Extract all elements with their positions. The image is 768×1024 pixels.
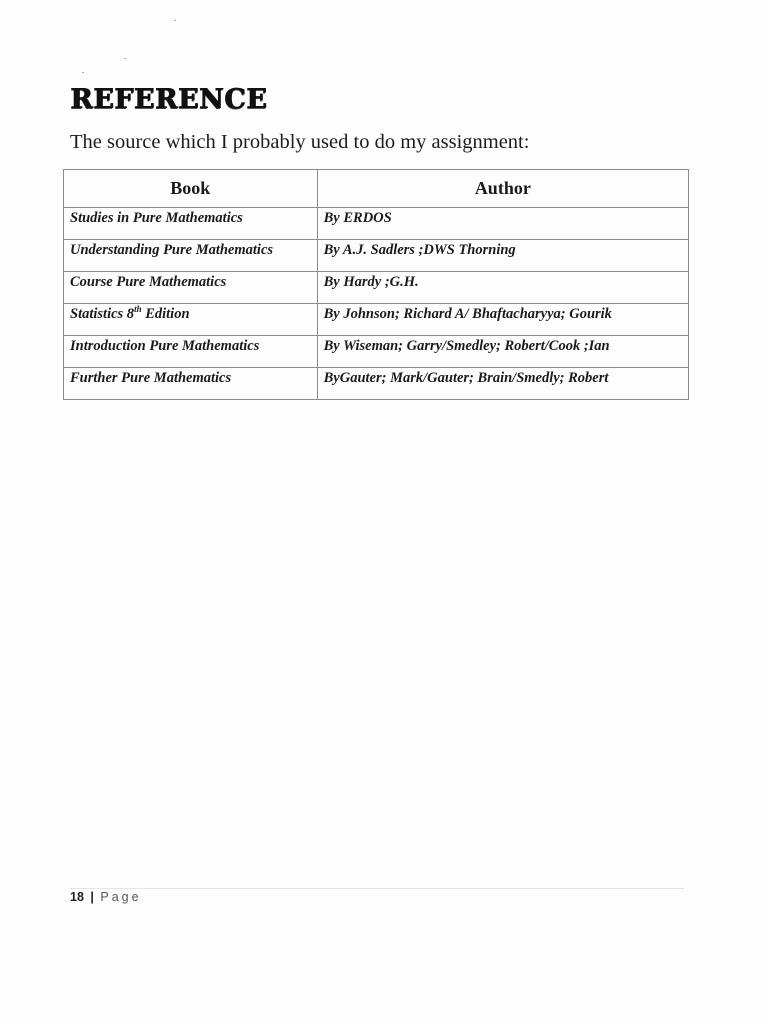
book-cell	[64, 304, 318, 336]
footer-separator: |	[90, 890, 94, 904]
table-row	[64, 208, 689, 240]
table-row	[64, 240, 689, 272]
page-title: REFERENCE	[70, 84, 268, 115]
page-number: 18	[70, 890, 84, 904]
book-cell: Introduction Pure Mathematics	[64, 336, 318, 368]
footer-divider	[70, 888, 684, 889]
book-cell: Course Pure Mathematics	[64, 272, 318, 304]
column-header-book: Book	[64, 170, 318, 208]
intro-text: The source which I probably used to do my assignment:	[70, 131, 530, 153]
table-row	[64, 368, 689, 400]
scan-speck	[82, 72, 84, 73]
author-cell: By ERDOS	[317, 208, 688, 240]
author-cell: By Hardy ;G.H.	[317, 272, 688, 304]
book-cell: Understanding Pure Mathematics	[64, 240, 318, 272]
book-title-part: Statistics 8	[70, 306, 135, 322]
book-cell: Further Pure Mathematics	[64, 368, 318, 400]
book-title-part: Edition	[141, 306, 190, 322]
scan-speck	[124, 58, 126, 59]
author-cell: By Johnson; Richard A/ Bhaftacharyya; Gourik	[317, 304, 688, 336]
column-header-author: Author	[317, 170, 688, 208]
scan-speck	[174, 20, 176, 21]
page-footer	[70, 890, 142, 904]
table-row	[64, 336, 689, 368]
table-header-row	[64, 170, 689, 208]
table-row	[64, 272, 689, 304]
book-cell: Studies in Pure Mathematics	[64, 208, 318, 240]
table-row	[64, 304, 689, 336]
ordinal-suffix: th	[134, 304, 142, 315]
page-label: Page	[100, 890, 142, 904]
author-cell: ByGauter; Mark/Gauter; Brain/Smedly; Robert	[317, 368, 688, 400]
author-cell: By Wiseman; Garry/Smedley; Robert/Cook ;Ian	[317, 336, 688, 368]
author-cell: By A.J. Sadlers ;DWS Thorning	[317, 240, 688, 272]
reference-table	[63, 169, 689, 400]
